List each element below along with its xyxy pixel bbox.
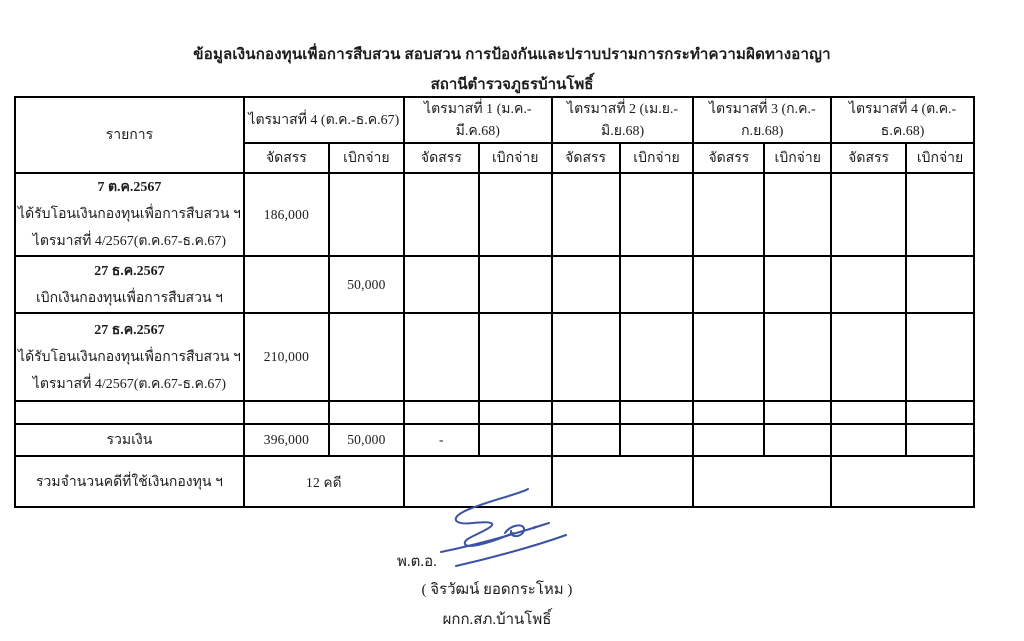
empty-cell xyxy=(831,401,906,424)
empty-cell xyxy=(831,173,906,256)
empty-cell xyxy=(906,424,974,456)
cell-q4-67-allocated: 186,000 xyxy=(244,173,329,256)
empty-cell xyxy=(479,256,552,313)
empty-cell xyxy=(329,313,404,401)
header-group-row xyxy=(15,97,974,143)
empty-cell xyxy=(620,401,694,424)
row-description: ได้รับโอนเงินกองทุนเพื่อการสืบสวน ฯ xyxy=(18,207,241,222)
row-date: 7 ต.ค.2567 xyxy=(97,180,162,195)
cell-q4-67-allocated: 210,000 xyxy=(244,313,329,401)
empty-cell xyxy=(693,456,831,507)
empty-cell xyxy=(552,401,620,424)
subheader-disbursed-q4-67: เบิกจ่าย xyxy=(329,143,404,173)
total-q4-67-allocated: 396,000 xyxy=(244,424,329,456)
header-quarter-q4-68: ไตรมาสที่ 4 (ต.ค.-ธ.ค.68) xyxy=(831,97,974,143)
subheader-disbursed-q4-68: เบิกจ่าย xyxy=(906,143,974,173)
empty-cell xyxy=(764,313,831,401)
subheader-allocated-q4-68: จัดสรร xyxy=(831,143,906,173)
subheader-disbursed-q1-68: เบิกจ่าย xyxy=(479,143,552,173)
cell-q4-67-disbursed: 50,000 xyxy=(329,256,404,313)
row-date: 27 ธ.ค.2567 xyxy=(94,322,165,338)
subheader-allocated-q1-68: จัดสรร xyxy=(404,143,479,173)
table-row-spacer xyxy=(15,401,974,424)
signature-ink-icon xyxy=(425,486,575,570)
subheader-disbursed-q3-68: เบิกจ่าย xyxy=(764,143,831,173)
cases-count-q4-67: 12 คดี xyxy=(244,456,404,507)
cases-label: รวมจำนวนคดีที่ใช้เงินกองทุน ฯ xyxy=(15,456,244,507)
empty-cell xyxy=(693,401,764,424)
empty-cell xyxy=(404,173,479,256)
row-period: ไตรมาสที่ 4/2567(ต.ค.67-ธ.ค.67) xyxy=(32,234,227,249)
empty-cell xyxy=(552,256,620,313)
empty-cell xyxy=(244,401,329,424)
signature-stroke-main xyxy=(456,489,528,546)
empty-cell xyxy=(552,173,620,256)
subheader-allocated-q3-68: จัดสรร xyxy=(693,143,764,173)
row-date: 27 ธ.ค.2567 xyxy=(94,263,165,279)
header-quarter-q2-68: ไตรมาสที่ 2 (เม.ย.-มิ.ย.68) xyxy=(552,97,694,143)
empty-cell xyxy=(15,401,244,424)
row-label xyxy=(15,173,244,256)
document-subtitle: สถานีตำรวจภูธรบ้านโพธิ์ xyxy=(430,77,594,93)
row-description: เบิกเงินกองทุนเพื่อการสืบสวน ฯ xyxy=(35,290,223,306)
empty-cell xyxy=(329,173,404,256)
table-row-total xyxy=(15,424,974,456)
signature-name: ( จิรวัฒน์ ยอดกระโหม ) xyxy=(421,582,573,598)
empty-cell xyxy=(404,313,479,401)
empty-cell xyxy=(552,313,620,401)
empty-cell xyxy=(764,401,831,424)
empty-cell xyxy=(693,173,764,256)
empty-cell xyxy=(831,256,906,313)
empty-cell xyxy=(620,424,694,456)
row-description: ได้รับโอนเงินกองทุนเพื่อการสืบสวน ฯ xyxy=(18,349,241,365)
subheader-disbursed-q2-68: เบิกจ่าย xyxy=(620,143,694,173)
empty-cell xyxy=(552,424,620,456)
empty-cell xyxy=(479,313,552,401)
empty-cell xyxy=(620,173,694,256)
empty-cell xyxy=(831,313,906,401)
header-quarter-q3-68: ไตรมาสที่ 3 (ก.ค.-ก.ย.68) xyxy=(693,97,831,143)
subheader-allocated-q4-67: จัดสรร xyxy=(244,143,329,173)
signature-rank: พ.ต.อ. xyxy=(397,554,437,570)
empty-cell xyxy=(906,401,974,424)
empty-cell xyxy=(764,256,831,313)
empty-cell xyxy=(693,256,764,313)
row-label xyxy=(15,256,244,313)
empty-cell xyxy=(693,313,764,401)
header-quarter-q1-68: ไตรมาสที่ 1 (ม.ค.-มี.ค.68) xyxy=(404,97,552,143)
row-period: ไตรมาสที่ 4/2567(ต.ค.67-ธ.ค.67) xyxy=(32,376,227,392)
total-q1-68-allocated: - xyxy=(404,424,479,456)
empty-cell xyxy=(620,313,694,401)
empty-cell xyxy=(906,256,974,313)
empty-cell xyxy=(906,313,974,401)
empty-cell xyxy=(479,424,552,456)
empty-cell xyxy=(693,424,764,456)
signature-stroke-underline-2 xyxy=(456,535,566,566)
subheader-allocated-q2-68: จัดสรร xyxy=(552,143,620,173)
empty-cell xyxy=(329,401,404,424)
empty-cell xyxy=(831,424,906,456)
empty-cell xyxy=(764,424,831,456)
table-row-withdrawal xyxy=(15,256,974,313)
signature-position: ผกก.สภ.บ้านโพธิ์ xyxy=(442,612,552,628)
empty-cell xyxy=(244,256,329,313)
empty-cell xyxy=(620,256,694,313)
header-quarter-q4-67: ไตรมาสที่ 4 (ต.ค.-ธ.ค.67) xyxy=(244,97,404,143)
table-row-transfer-2 xyxy=(15,313,974,401)
header-item-column: รายการ xyxy=(15,97,244,173)
document-title: ข้อมูลเงินกองทุนเพื่อการสืบสวน สอบสวน การป้องกันและปราบปรามการกระทำความผิดทางอาญา xyxy=(193,47,831,63)
empty-cell xyxy=(479,173,552,256)
empty-cell xyxy=(906,173,974,256)
total-q4-67-disbursed: 50,000 xyxy=(329,424,404,456)
empty-cell xyxy=(404,256,479,313)
total-label: รวมเงิน xyxy=(15,424,244,456)
empty-cell xyxy=(831,456,974,507)
empty-cell xyxy=(764,173,831,256)
signature-stroke-underline-1 xyxy=(441,523,549,552)
row-label xyxy=(15,313,244,401)
empty-cell xyxy=(479,401,552,424)
fund-table xyxy=(14,96,975,508)
empty-cell xyxy=(404,401,479,424)
table-row-transfer-1 xyxy=(15,173,974,256)
